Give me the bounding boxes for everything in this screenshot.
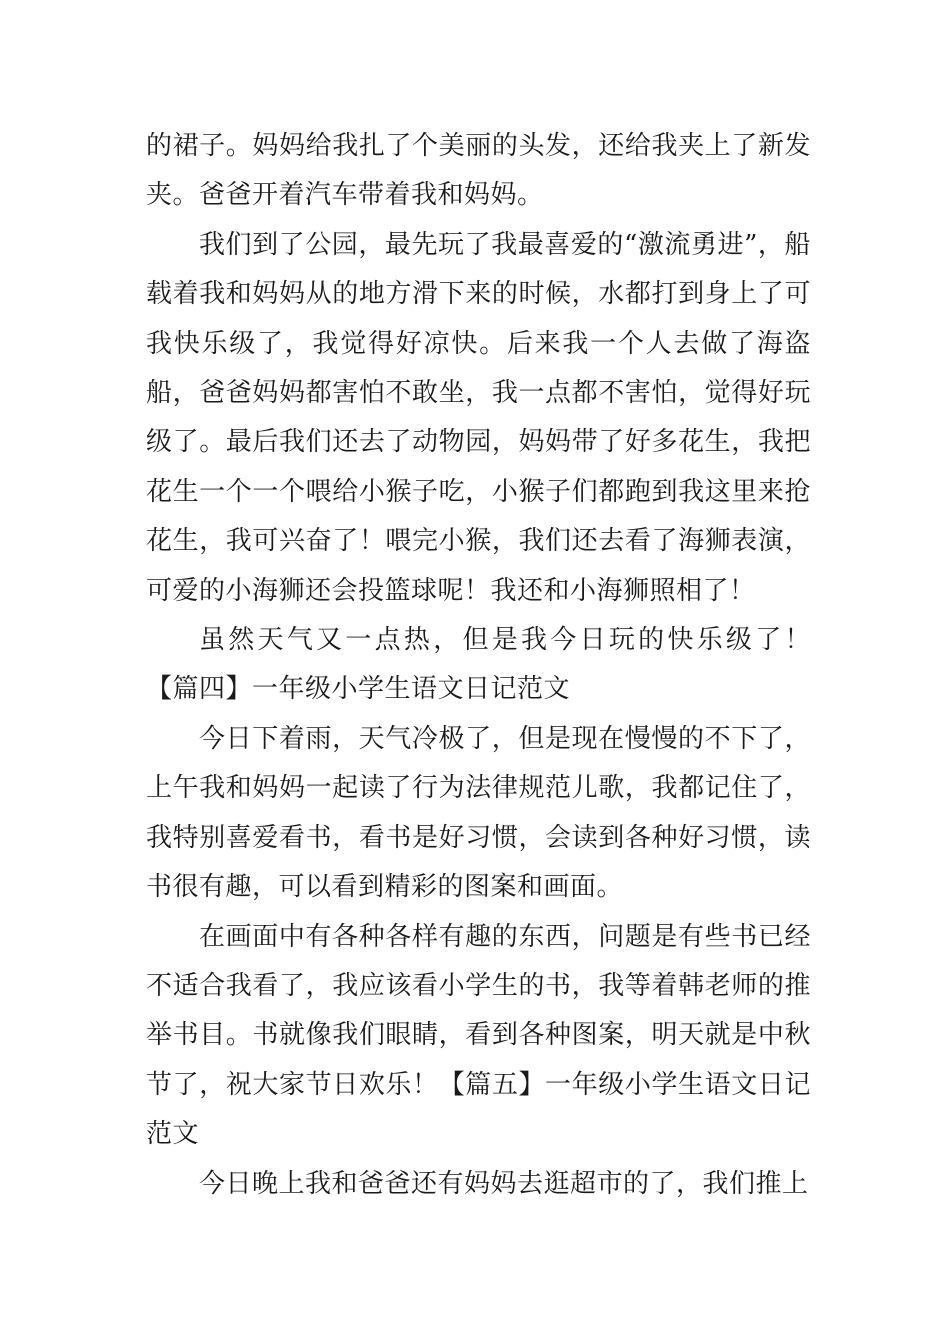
paragraph: 在画面中有各种各样有趣的东西，问题是有些书已经不适合我看了，我应该看小学生的书，我等着韩老师的推举书目。书就像我们眼睛，看到各种图案，明天就是中秋节了，祝大家节日欢乐！【篇五】一年级小学生语文日记范文 [146, 921, 811, 1150]
paragraph: 今日下着雨，天气冷极了，但是现在慢慢的不下了，上午我和妈妈一起读了行为法律规范儿歌，我都记住了，我特别喜爱看书，看书是好习惯，会读到各种好习惯，读书很有趣，可以看到精彩的图案和画面。 [146, 723, 811, 903]
paragraph: 我们到了公园，最先玩了我最喜爱的“激流勇进”，船载着我和妈妈从的地方滑下来的时候，水都打到身上了可我快乐级了，我觉得好凉快。后来我一个人去做了海盗船，爸爸妈妈都害怕不敢坐，我一点都不害怕，觉得好玩级了。最后我们还去了动物园，妈妈带了好多花生，我把花生一个一个喂给小猴子吃，小猴子们都跑到我这里来抢花生，我可兴奋了！喂完小猴，我们还去看了海狮表演，可爱的小海狮还会投篮球呢！我还和小海狮照相了！ [146, 229, 811, 606]
article-body [146, 122, 838, 1209]
paragraph: 的裙子。妈妈给我扎了个美丽的头发，还给我夹上了新发夹。爸爸开着汽车带着我和妈妈。 [146, 131, 811, 211]
paragraph: 今日晚上我和爸爸还有妈妈去逛超市的了，我们推上 [199, 1168, 809, 1199]
paragraph: 虽然天气又一点热，但是我今日玩的快乐级了！ 【篇四】一年级小学生语文日记范文 [146, 625, 838, 705]
